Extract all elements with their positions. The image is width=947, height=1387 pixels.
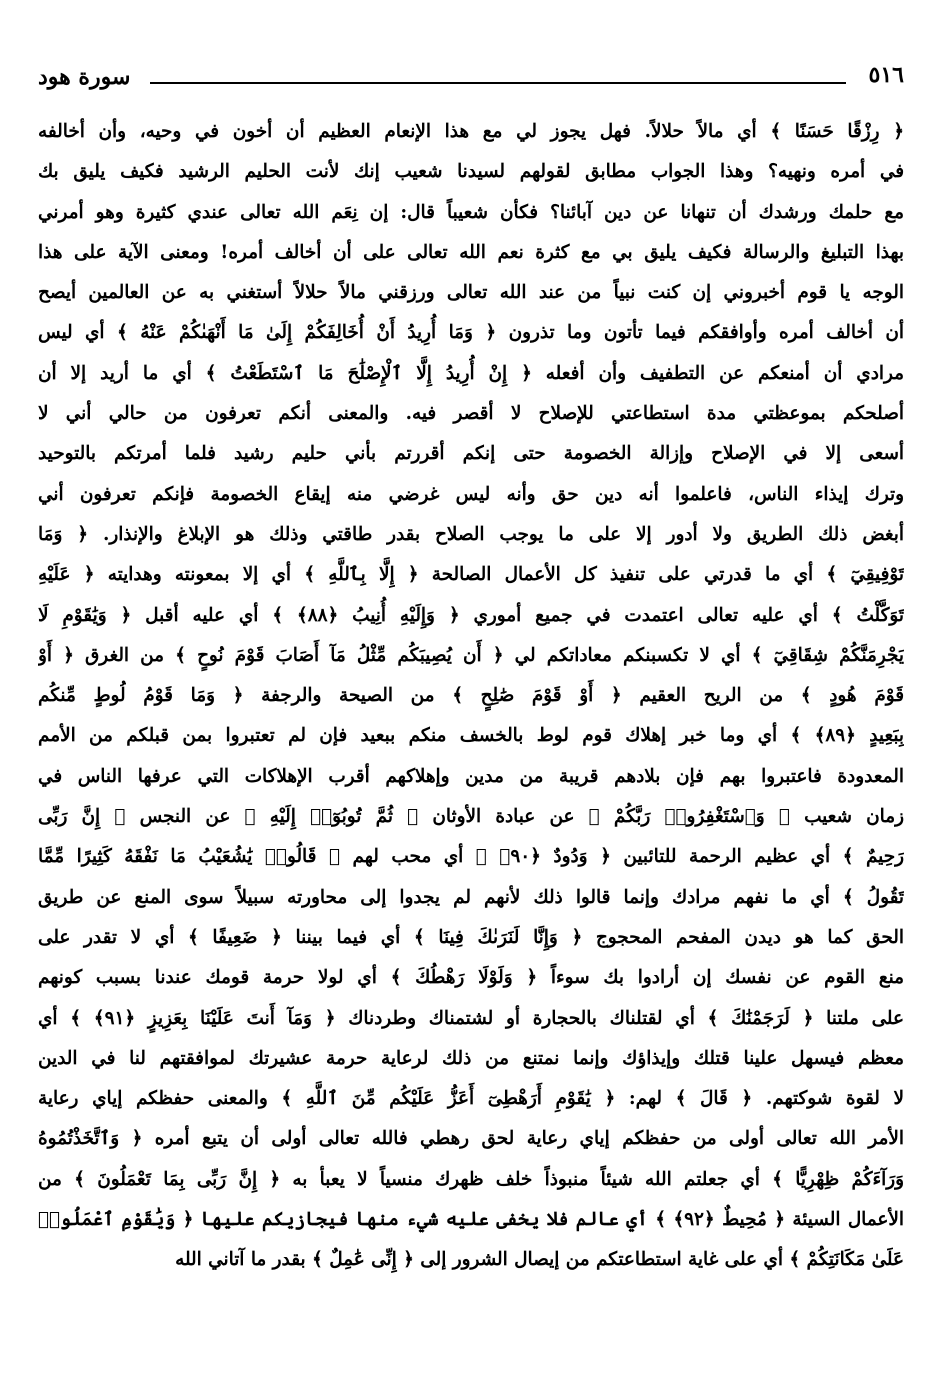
text-line: معظم فيسهل علينا قتلك وإيذاؤك وإنما نمتنع من ذلك لرعاية حرمة عشيرتك لموافقتهم لنا في الدين <box>38 1047 904 1069</box>
text-line: الأمر الله تعالى أولى من حفظكم إياي رعاية لحق رهطي فالله تعالى أولى أن يتبع أمره ﴿ وَٱتَّخَذْتُمُوهُ <box>38 1128 904 1150</box>
text-line: الحق كما هو ديدن المفحم المحجوج ﴿ وَإِنَّا لَنَرَىٰكَ فِينَا ﴾ أي فيما بيننا ﴿ ضَعِيفًا ﴾ أي لا تقدر على <box>38 926 904 948</box>
text-line: وترك إيذاء الناس، فاعلموا أنه دين حق وأنه ليس غرضي منه إيقاع الخصومة فإنكم تعرفون أني <box>38 483 904 505</box>
text-line: قَوْمَ هُودٍ ﴾ من الريح العقيم ﴿ أَوْ قَوْمَ صَٰلِحٍ ﴾ من الصيحة والرجفة ﴿ وَمَا قَوْمُ لُوطٍ مِّنكُم <box>38 685 904 707</box>
text-line: يَجْرِمَنَّكُمْ شِقَاقِيٓ ﴾ أي لا تكسبنكم معاداتكم لي ﴿ أَن يُصِيبَكُم مِّثْلُ مَآ أَصَابَ قَوْمَ نُوحٍ ﴾ من الغرق ﴿ أَوْ <box>38 644 904 666</box>
text-line: بهذا التبليغ والرسالة فكيف يليق بي مع كثرة نعم الله تعالى على أن أخالف أمره! ومعنى الآية على هذا <box>38 241 904 263</box>
surah-name: سورة هود <box>38 64 131 90</box>
page-header <box>38 58 904 102</box>
text-line: أصلحكم بموعظتي مدة استطاعتي للإصلاح لا أقصر فيه. والمعنى أنكم تعرفون من حالي أني لا <box>38 403 904 425</box>
text-line: تَقُولُ ﴾ أي ما نفهم مرادك وإنما قالوا ذلك لأنهم لم يجدوا إلى محاورته سبيلاً سوى المنع عن طريق <box>38 886 904 908</box>
text-line: تَوْفِيقِيٓ ﴾ أي ما قدرتي على تنفيذ كل الأعمال الصالحة ﴿ إِلَّا بِٱللَّهِ ﴾ أي إلا بمعونته وهدايته ﴿ عَلَيْهِ <box>38 564 904 586</box>
text-line: ﴿ رِزْقًا حَسَنًا ﴾ أي مالاً حلالاً. فهل يجوز لي مع هذا الإنعام العظيم أن أخون في وحيه، وأن أخالفه <box>38 121 904 142</box>
text-line: مع حلمك ورشدك أن تنهانا عن دين آبائنا؟ فكأن شعيباً قال: إن نِعَم الله تعالى عندي كثيرة وهو أمرني <box>38 201 904 223</box>
header-rule <box>150 82 846 84</box>
text-line: رَحِيمٌ ﴾ أي عظيم الرحمة للتائبين ﴿ وَدُودٌ ﴿٩٠﴾ ﴾ أي محب لهم ﴿ قَالُوا۟ يَٰشُعَيْبُ مَا نَفْقَهُ كَثِيرًا مِّمَّا <box>38 846 904 868</box>
text-line: مرادي أن أمنعكم عن التطفيف وأن أفعله ﴿ إِنْ أُرِيدُ إِلَّا ٱلْإِصْلَٰحَ مَا ٱسْتَطَعْتُ ﴾ أي ما أريد إلا أن <box>38 362 904 384</box>
text-line: الوجه يا قوم أخبروني إن كنت نبياً من عند الله تعالى ورزقني مالاً حلالاً أستغني به عن العالمين أيصح <box>38 282 904 304</box>
text-line: عَلَىٰ مَكَانَتِكُمْ ﴾ أي على غاية استطاعتكم من إيصال الشرور إلى ﴿ إِنِّى عَٰمِلٌ ﴾ بقدر ما آتاني الله <box>175 1249 904 1271</box>
text-line: تَوَكَّلْتُ ﴾ أي عليه تعالى اعتمدت في جميع أموري ﴿ وَإِلَيْهِ أُنِيبُ ﴿٨٨﴾ ﴾ أي عليه أقبل ﴿ وَيَٰقَوْمِ لَا <box>38 604 904 626</box>
text-line: منع القوم عن نفسك إن أرادوا بك سوءاً ﴿ وَلَوْلَا رَهْطُكَ ﴾ أي لولا حرمة قومك عندنا بسبب كونهم <box>38 967 904 989</box>
text-line: لا لقوة شوكتهم. ﴿ قَالَ ﴾ لهم: ﴿ يَٰقَوْمِ أَرَهْطِىٓ أَعَزُّ عَلَيْكُم مِّنَ ٱللَّهِ ﴾ والمعنى حفظكم إياي رعاية <box>38 1088 904 1110</box>
text-line: أسعى إلا في الإصلاح وإزالة الخصومة حتى إنكم أقررتم بأني حليم رشيد فلما أمرتكم بالتوحيد <box>38 443 904 465</box>
text-line: أبغض ذلك الطريق ولا أدور إلا على ما يوجب الصلاح بقدر طاقتي وذلك هو الإبلاغ والإنذار. ﴿ وَمَا <box>38 523 904 545</box>
text-line: المعدودة فاعتبروا بهم فإن بلادهم قريبة من مدين وإهلاكهم أقرب الإهلاكات التي عرفها الناس في <box>38 765 904 787</box>
text-line: أن أخالف أمره وأوافقكم فيما تأتون وما تذرون ﴿ وَمَا أُرِيدُ أَنْ أُخَالِفَكُمْ إِلَىٰ مَا أَنْهَىٰكُمْ عَنْهُ ﴾ أي ليس <box>38 322 904 344</box>
text-line: على ملتنا ﴿ لَرَجَمْنَٰكَ ﴾ أي لقتلناك بالحجارة أو لشتمناك وطردناك ﴿ وَمَآ أَنتَ عَلَيْنَا بِعَزِيزٍ ﴿٩١﴾ ﴾ أي <box>38 1007 904 1029</box>
text-line: بِبَعِيدٍ ﴿٨٩﴾ ﴾ أي وما خبر إهلاك قوم لوط بالخسف منكم ببعيد فإن لم تعتبروا بمن قبلكم من الأمم <box>38 725 904 747</box>
text-line: زمان شعيب ﴿ وَٱسْتَغْفِرُوا۟ رَبَّكُمْ ﴾ عن عبادة الأوثان ﴿ ثُمَّ تُوبُوٓا۟ إِلَيْهِ ﴾ عن النجس ﴿ إِنَّ رَبِّى <box>38 806 904 828</box>
text-line: وَرَآءَكُمْ ظِهْرِيًّا ﴾ أي جعلتم الله شيئاً منبوذاً خلف ظهرك منسياً لا يعبأ به ﴿ إِنَّ رَبِّى بِمَا تَعْمَلُونَ ﴾ من <box>38 1168 904 1190</box>
text-line: الأعمال السيئة ﴿ مُحِيطٌ ﴿٩٢﴾ ﴾ أي عالم فلا يخفى عليه شيء منها فيجازيكم عليها ﴿ وَيَٰقَوْمِ ٱعْمَلُوا۟ <box>38 1209 904 1231</box>
commentary-text <box>38 112 904 1281</box>
page-number: ٥١٦ <box>868 62 904 88</box>
text-line: في أمره ونهيه؟ وهذا الجواب مطابق لقولهم لسيدنا شعيب إنك لأنت الحليم الرشيد فكيف يليق بك <box>38 161 904 183</box>
